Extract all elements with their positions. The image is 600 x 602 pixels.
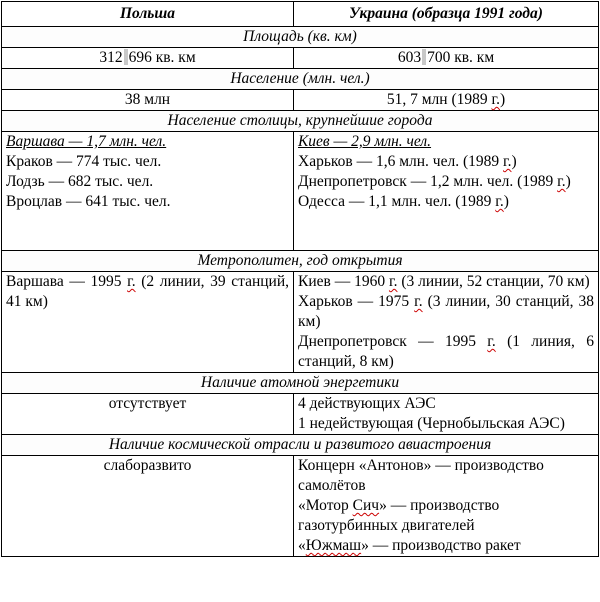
space-row xyxy=(2,456,599,557)
city-item: Краков — 774 тыс. чел. xyxy=(6,153,162,170)
nuclear-poland: отсутствует xyxy=(2,394,294,435)
city-item: Днепропетровск — 1,2 млн. чел. (1989 г.) xyxy=(298,173,571,190)
text-cursor-marker xyxy=(124,49,128,65)
metro-ukraine xyxy=(294,272,599,373)
cities-ukraine xyxy=(294,132,599,251)
column-header-ukraine: Украина (образца 1991 года) xyxy=(294,2,599,27)
area-row xyxy=(2,48,599,69)
section-title-area: Площадь (кв. км) xyxy=(2,27,599,48)
city-item: Лодзь — 682 тыс. чел. xyxy=(6,173,154,190)
city-item: Харьков — 1,6 млн. чел. (1989 г.) xyxy=(298,153,517,170)
section-title-space: Наличие космической отрасли и развитого авиастроения xyxy=(2,435,599,456)
city-item: Одесса — 1,1 млн. чел. (1989 г.) xyxy=(298,193,509,210)
area-poland: 312 696 кв. км xyxy=(2,48,294,69)
city-item: Вроцлав — 641 тыс. чел. xyxy=(6,193,171,210)
space-item: Концерн «Антонов» — производство самолётов xyxy=(298,457,544,494)
metro-poland: Варшава — 1995 г. (2 линии, 39 станций, 41 км) xyxy=(2,272,294,373)
population-ukraine: 51, 7 млн (1989 г.) xyxy=(294,90,599,111)
area-ukraine: 603 700 кв. км xyxy=(294,48,599,69)
header-row xyxy=(2,2,599,27)
metro-item: Днепропетровск — 1995 г. (1 линия, 6 станций, 8 км) xyxy=(298,333,594,370)
metro-row xyxy=(2,272,599,373)
section-title-metro: Метрополитен, год открытия xyxy=(2,251,599,272)
section-title-cities: Население столицы, крупнейшие города xyxy=(2,111,599,132)
cities-poland xyxy=(2,132,294,251)
metro-item: Харьков — 1975 г. (3 линии, 30 станций, 38 км) xyxy=(298,293,594,330)
poland-capital: Варшава — 1,7 млн. чел. xyxy=(6,133,167,150)
comparison-table xyxy=(1,1,599,557)
ukraine-capital: Киев — 2,9 млн. чел. xyxy=(298,133,432,150)
section-title-nuclear: Наличие атомной энергетики xyxy=(2,373,599,394)
population-row xyxy=(2,90,599,111)
text-cursor-marker xyxy=(422,49,426,65)
population-poland: 38 млн xyxy=(2,90,294,111)
space-item: «Мотор Сич» — производство газотурбинных двигателей xyxy=(298,497,500,534)
space-ukraine xyxy=(294,456,599,557)
column-header-poland: Польша xyxy=(2,2,294,27)
section-title-population: Население (млн. чел.) xyxy=(2,69,599,90)
cities-row xyxy=(2,132,599,251)
nuclear-item: 1 недействующая (Чернобыльская АЭС) xyxy=(298,415,565,432)
nuclear-item: 4 действующих АЭС xyxy=(298,395,436,412)
space-item: «Южмаш» — производство ракет xyxy=(298,537,521,554)
space-poland: слаборазвито xyxy=(2,456,294,557)
nuclear-ukraine xyxy=(294,394,599,435)
nuclear-row xyxy=(2,394,599,435)
metro-item: Киев — 1960 г. (3 линии, 52 станции, 70 км) xyxy=(298,273,590,290)
